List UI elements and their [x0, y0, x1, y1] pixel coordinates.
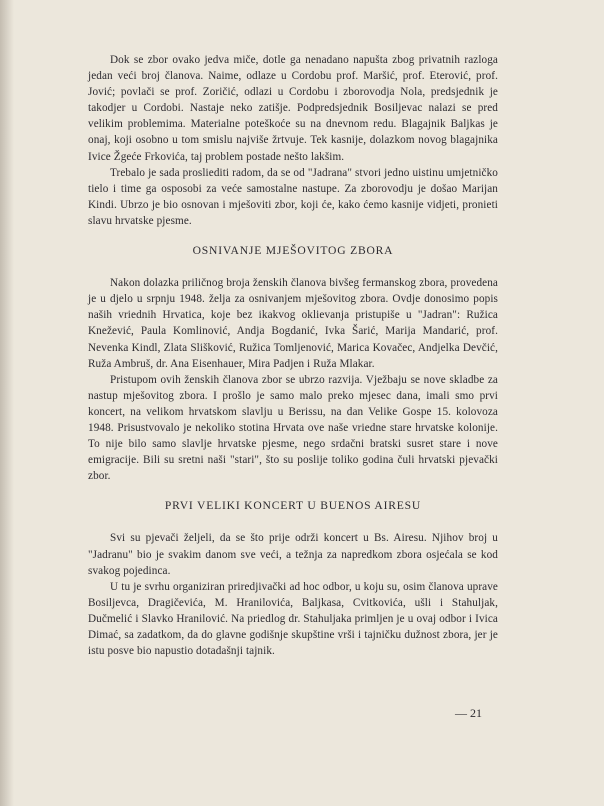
paragraph: Nakon dolazka priličnog broja ženskih članova bivšeg fermanskog zbora, provedena je u djelo u srpnju 1948. želja za osnivanjem mješovitog zbora. Ovdje donosimo popis naših vriednih Hrvatica, koje bez ikakvog oklievanja pristupiše u "Jadran": Ružica Knežević, Paula Komlinović, Andja Bogdanić, Ivka Šarić, Marija Mandarić, prof. Nevenka Kindl, Zlata Slišković, Ružica Tomljenović, Marica Kovačec, Andjelka Devčić, Ruža Ambruš, dr. Ana Eisenhauer, Mira Padjen i Ruža Mlakar.	[88, 277, 498, 370]
paragraph: Pristupom ovih ženskih članova zbor se ubrzo razvija. Vježbaju se nove skladbe za nastup mješovitog zbora. I prošlo je samo malo preko mjesec dana, imali smo prvi koncert, na velikom hrvatskom slavlju u Berissu, na dan Velike Gospe 15. kolovoza 1948. Prisustvovalo je nekoliko stotina Hrvata ove naše vriedne stare hrvatske kolonije. To nije bilo samo slavlje hrvatske pjesme, nego srdačni bratski susret stare i nove emigracije. Bili su sretni naši "stari", što su poslije toliko godina čuli hrvatski pjevački zbor.	[88, 373, 498, 483]
paragraph: Dok se zbor ovako jedva miče, dotle ga nenadano napušta zbog privatnih razloga jedan veći broj članova. Naime, odlaze u Cordobu prof. Maršić, prof. Eterović, prof. Jović; povlači se prof. Zoričić, odlazi u Cordobu i zborovodja Nola, predsjednik je takodjer u Cordobi. Nastaje neko zatišje. Podpredsjednik Bosiljevac nalazi se pred velikim problemima. Materialne poteškoće su na dnevnom redu. Blagajnik Baljkas je onaj, koji osobno u tom smislu najviše žrtvuje. Tek kasnije, dolazkom novog blagajnika Ivice Žgeće Frkovića, taj problem postade nešto lakšim.	[88, 54, 498, 163]
section-heading: OSNIVANJE MJEŠOVITOG ZBORA	[192, 244, 394, 258]
paragraph: U tu je svrhu organiziran priredjivački ad hoc odbor, u koju su, osim članova uprave Bosiljevca, Dragičevića, M. Hranilovića, Baljkasa, Cvitkovića, ušli i Stahuljak, Dučmelić i Slavko Hranilović. Na priedlog dr. Stahuljaka primljen je u ovaj odbor i Ivica Dimać, sa zadatkom, da do glavne godišnje skupštine vrši i tajničku dužnost zbora, jer je istu posve bio napustio dotadašnji tajnik.	[88, 580, 498, 658]
paragraph: Svi su pjevači željeli, da se što prije održi koncert u Bs. Airesu. Njihov broj u "Jadranu" bio je svakim danom sve veći, a težnja za napredkom zbora osjećala se kod svakog pojedinca.	[88, 532, 498, 577]
section-heading: PRVI VELIKI KONCERT U BUENOS AIRESU	[164, 499, 422, 513]
page-number: — 21	[455, 706, 482, 720]
paragraph: Trebalo je sada prosliediti radom, da se od "Jadrana" stvori jedno uistinu umjetničko tielo i time ga osposobi za veće samostalne nastupe. Za zborovodju je došao Marijan Kindi. Ubrzo je bio osnovan i mješoviti zbor, koji će, kako ćemo kasnije vidjeti, pronieti slavu hrvatske pjesme.	[88, 166, 498, 227]
page-text	[88, 52, 498, 659]
